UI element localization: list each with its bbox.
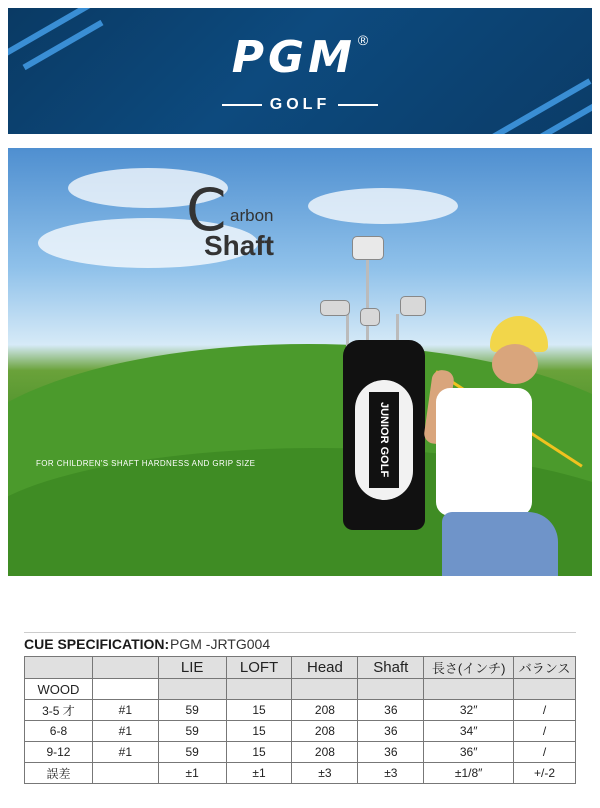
table-cell: 208 <box>292 700 358 721</box>
table-cell <box>292 679 358 700</box>
section-label: WOOD <box>25 679 93 700</box>
column-header-loft: LOFT <box>226 657 292 679</box>
divider <box>222 104 262 106</box>
brand-banner <box>8 8 592 134</box>
column-header <box>92 657 158 679</box>
divider <box>338 104 378 106</box>
table-cell: #1 <box>92 742 158 763</box>
brand-logo-text: PGM <box>231 32 356 83</box>
table-cell: 59 <box>158 700 226 721</box>
wedge-head <box>400 296 426 316</box>
spec-model: PGM -JRTG004 <box>170 636 271 652</box>
table-header-row <box>25 657 576 679</box>
table-cell: 36″ <box>424 742 514 763</box>
table-row <box>25 700 576 721</box>
table-cell: 誤差 <box>25 763 93 784</box>
table-cell <box>358 679 424 700</box>
table-cell <box>158 679 226 700</box>
table-cell: #1 <box>92 721 158 742</box>
hero-caption: FOR CHILDREN'S SHAFT HARDNESS AND GRIP SIZE <box>36 459 256 468</box>
table-cell <box>514 679 576 700</box>
carbon-label: arbon <box>230 206 274 225</box>
iron-head <box>320 300 350 316</box>
table-cell <box>92 763 158 784</box>
shaft-label: Shaft <box>204 230 274 261</box>
table-cell: 15 <box>226 721 292 742</box>
table-cell: ±1/8″ <box>424 763 514 784</box>
golf-bag <box>343 340 425 530</box>
column-header-head: Head <box>292 657 358 679</box>
table-cell: 34″ <box>424 721 514 742</box>
putter-head <box>360 308 380 326</box>
spec-table <box>24 656 576 784</box>
registered-mark: ® <box>357 32 369 48</box>
table-cell: / <box>514 721 576 742</box>
column-header <box>25 657 93 679</box>
table-cell: 36 <box>358 742 424 763</box>
table-cell: 36 <box>358 700 424 721</box>
table-cell: +/-2 <box>514 763 576 784</box>
column-header-lie: LIE <box>158 657 226 679</box>
table-section-row <box>25 679 576 700</box>
column-header-length: 長さ(インチ) <box>424 657 514 679</box>
table-cell: #1 <box>92 700 158 721</box>
cloud <box>308 188 458 224</box>
table-cell: 208 <box>292 721 358 742</box>
table-cell: 3-5 才 <box>25 700 93 721</box>
table-cell: ±3 <box>292 763 358 784</box>
table-cell <box>92 679 158 700</box>
column-header-balance: バランス <box>514 657 576 679</box>
table-cell: 9-12 <box>25 742 93 763</box>
table-cell: 15 <box>226 700 292 721</box>
table-cell: ±3 <box>358 763 424 784</box>
kid-head <box>492 344 538 384</box>
kid-shirt <box>436 388 532 516</box>
hero-photo <box>8 148 592 576</box>
brand-subtitle-text: GOLF <box>269 96 331 113</box>
table-row <box>25 742 576 763</box>
table-cell: / <box>514 700 576 721</box>
table-cell <box>226 679 292 700</box>
column-header-shaft: Shaft <box>358 657 424 679</box>
table-cell <box>424 679 514 700</box>
spec-title: CUE SPECIFICATION: <box>24 636 170 652</box>
table-cell: 208 <box>292 742 358 763</box>
table-cell: 59 <box>158 742 226 763</box>
table-cell: 6-8 <box>25 721 93 742</box>
bag-label: JUNIOR GOLF <box>369 392 399 488</box>
table-cell: 36 <box>358 721 424 742</box>
carbon-initial: C <box>186 176 227 244</box>
divider <box>24 632 576 633</box>
table-cell: 15 <box>226 742 292 763</box>
table-cell: / <box>514 742 576 763</box>
table-cell: ±1 <box>226 763 292 784</box>
table-cell: ±1 <box>158 763 226 784</box>
kid-jeans <box>442 512 558 576</box>
table-cell: 32″ <box>424 700 514 721</box>
table-cell: 59 <box>158 721 226 742</box>
driver-head <box>352 236 384 260</box>
brand-logo <box>8 32 592 84</box>
table-row-tolerance <box>25 763 576 784</box>
brand-subtitle <box>8 96 592 114</box>
table-row <box>25 721 576 742</box>
